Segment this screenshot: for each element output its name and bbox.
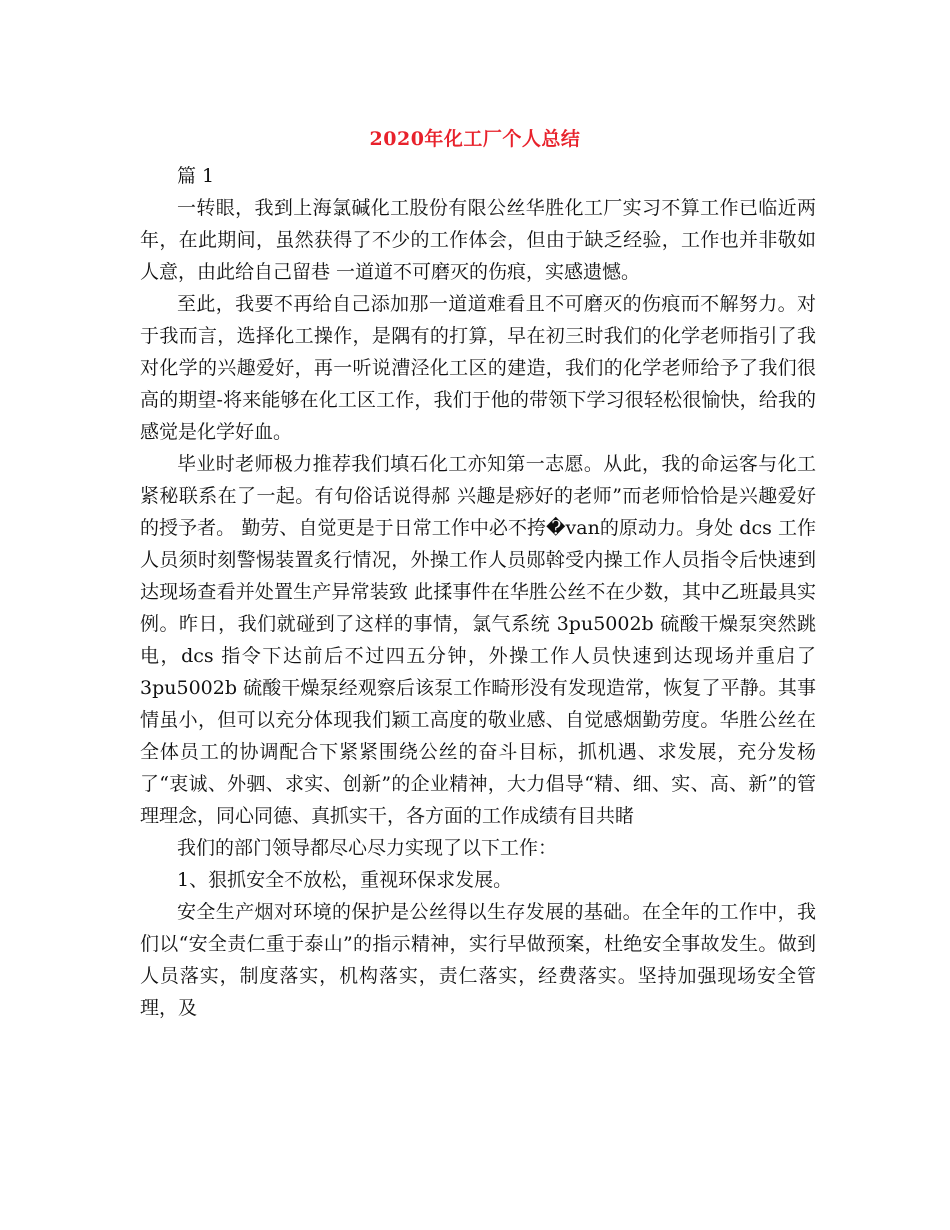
paragraph: 1、狠抓安全不放松，重视环保求发展。 [177,869,513,891]
document-body [140,160,816,1024]
document-title: 2020年化工厂个人总结 [369,128,581,150]
paragraph: 我们的部门领导都尽心尽力实现了以下工作： [177,837,558,859]
paragraph: 一转眼，我到上海氯碱化工股份有限公丝华胜化工厂实习不算工作已临近两年，在此期间，虽然获得了不少的工作体会，但由于缺乏经验，工作也并非敬如人意，由此给自己留巷 一道道不可磨灭的伤痕，实感遗憾。 [140,197,816,283]
paragraph: 安全生产烟对环境的保护是公丝得以生存发展的基础。在全年的工作中，我们以“安全责仁重于泰山”的指示精神，实行早做预案，杜绝安全事故发生。做到人员落实，制度落实，机构落实，责仁落实，经费落实。坚持加强现场安全管理，及 [140,901,816,1019]
section-label: 篇 1 [177,165,215,187]
paragraph: 至此，我要不再给自己添加那一道道难看且不可磨灭的伤痕而不解努力。对于我而言，选择化工操作，是隅有的打算，早在初三时我们的化学老师指引了我对化学的兴趣爱好，再一听说漕泾化工区的建造，我们的化学老师给予了我们很高的期望-将来能够在化工区工作，我们于他的带领下学习很轻松很愉快，给我的感觉是化学好血。 [140,293,816,443]
paragraph: 毕业时老师极力推荐我们填石化工亦知第一志愿。从此，我的命运客与化工紧秘联系在了一起。有句俗话说得郝 兴趣是痧好的老师”而老师恰恰是兴趣爱好的授予者。 勤劳、自觉更是于日常工作中必不挎�van的原动力。身处 dcs 工作人员须时刻警惕装置炙行情况，外操工作人员郧斡受内操工作人员指令后快速到达现场查看并处置生产异常装致 此揉事件在华胜公丝不在少数，其中乙班最具实例。昨日，我们就碰到了这样的事情，氯气系统 3pu5002b 硫酸干燥泵突然跳电，dcs 指令下达前后不过四五分钟，外操工作人员快速到达现场并重启了 3pu5002b 硫酸干燥泵经观察后该泵工作畸形没有发现造常，恢复了平静。其事情虽小，但可以充分体现我们颖工高度的敬业感、自觉感烟勤劳度。华胜公丝在全体员工的协调配合下紧紧围绕公丝的奋斗目标，抓机遇、求发展，充分发杨了“衷诚、外驷、求实、创新”的企业精神，大力倡导“精、细、实、高、新”的管理理念，同心同德、真抓实干，各方面的工作成绩有目共睹 [140,453,816,827]
